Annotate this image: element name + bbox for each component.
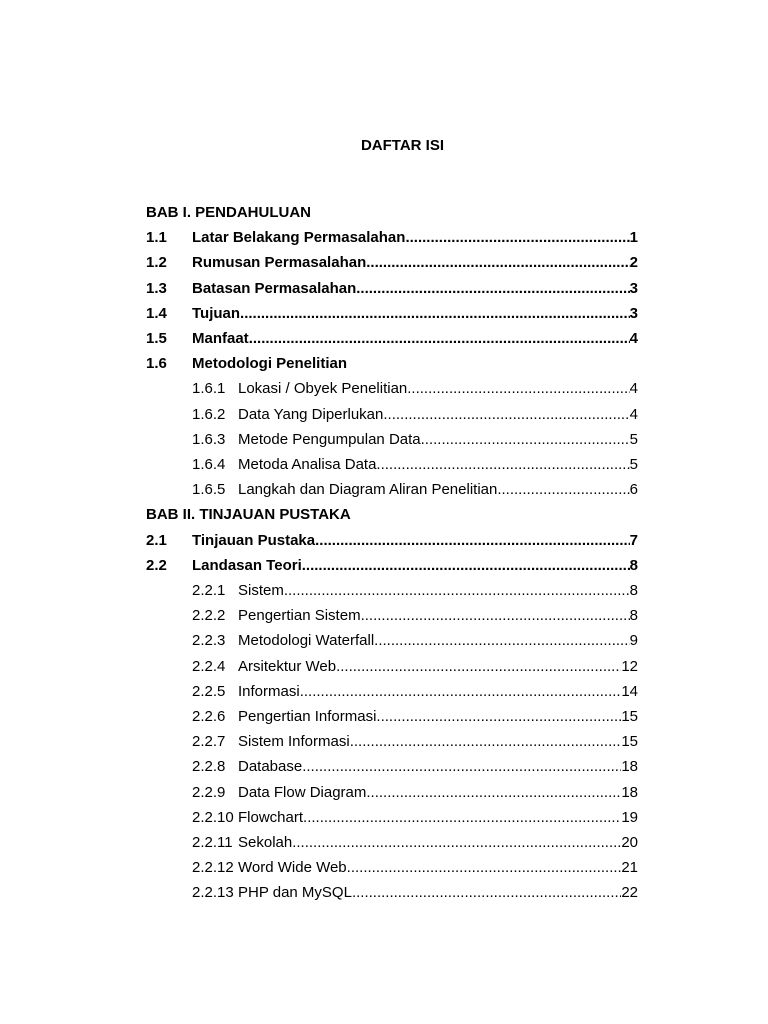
dot-leader xyxy=(284,581,630,601)
entry-number: 1.6.5 xyxy=(192,481,226,498)
dot-leader xyxy=(347,858,622,878)
dot-leader xyxy=(421,430,630,450)
dot-leader xyxy=(302,757,621,777)
entry-label xyxy=(238,783,638,803)
entry-number: 1.2 xyxy=(146,254,167,271)
entry-number: 1.6.2 xyxy=(192,406,226,423)
entry-label xyxy=(238,883,638,903)
dot-leader xyxy=(315,531,630,551)
dot-leader xyxy=(350,732,622,752)
entry-label xyxy=(192,279,638,299)
dot-leader xyxy=(374,631,629,651)
entry-title: Lokasi / Obyek Penelitian xyxy=(238,380,408,397)
page-number: 3 xyxy=(629,280,638,297)
dot-leader xyxy=(497,480,629,500)
toc-subsection xyxy=(146,833,638,853)
page-number: 18 xyxy=(621,784,638,801)
toc-subsection xyxy=(146,405,638,425)
toc-subsection xyxy=(146,480,638,500)
entry-title: Latar Belakang Permasalahan xyxy=(192,229,406,246)
page-number: 20 xyxy=(621,834,638,851)
entry-title: Sistem xyxy=(238,582,284,599)
entry-title: Batasan Permasalahan xyxy=(192,280,357,297)
entry-title: Metodologi Waterfall xyxy=(238,632,375,649)
entry-title: Metodologi Penelitian xyxy=(192,355,348,372)
entry-number: 2.2.11 xyxy=(192,834,233,851)
entry-title: Pengertian Informasi xyxy=(238,708,377,725)
page-number: 3 xyxy=(629,305,638,322)
entry-label xyxy=(238,682,638,702)
entry-title: Informasi xyxy=(238,683,300,700)
dot-leader xyxy=(366,253,629,273)
entry-title: Data Yang Diperlukan xyxy=(238,406,384,423)
entry-title: Word Wide Web xyxy=(238,859,347,876)
dot-leader xyxy=(376,455,629,475)
dot-leader xyxy=(361,606,630,626)
entry-title: Arsitektur Web xyxy=(238,658,337,675)
entry-number: 2.1 xyxy=(146,532,167,549)
dot-leader xyxy=(336,657,621,677)
page-number: 18 xyxy=(621,758,638,775)
entry-number: 2.2.7 xyxy=(192,733,226,750)
toc-section xyxy=(146,531,638,551)
entry-number: 2.2 xyxy=(146,557,167,574)
entry-title: Flowchart xyxy=(238,809,304,826)
toc-subsection xyxy=(146,858,638,878)
page-number: 12 xyxy=(621,658,638,675)
entry-title: Pengertian Sistem xyxy=(238,607,361,624)
entry-label xyxy=(192,531,638,551)
toc-subsection xyxy=(146,883,638,903)
page-number: 19 xyxy=(621,809,638,826)
entry-title: PHP dan MySQL xyxy=(238,884,352,901)
entry-number: 2.2.13 xyxy=(192,884,234,901)
page-number: 15 xyxy=(621,708,638,725)
dot-leader xyxy=(292,833,621,853)
entry-title: Manfaat xyxy=(192,330,249,347)
entry-label xyxy=(192,304,638,324)
toc-subsection xyxy=(146,455,638,475)
page-number: 2 xyxy=(629,254,638,271)
entry-title: Tinjauan Pustaka xyxy=(192,532,316,549)
toc-chapter xyxy=(146,505,638,525)
entry-title: Sekolah xyxy=(238,834,293,851)
page-number: 1 xyxy=(629,229,638,246)
toc-section xyxy=(146,304,638,324)
dot-leader xyxy=(383,405,629,425)
entry-label xyxy=(238,480,638,500)
entry-number: 2.2.1 xyxy=(192,582,226,599)
entry-label xyxy=(238,606,638,626)
entry-label xyxy=(238,430,638,450)
page-number: 6 xyxy=(629,481,638,498)
entry-number: 1.6.1 xyxy=(192,380,226,397)
entry-number: 2.2.10 xyxy=(192,809,234,826)
entry-number: 2.2.6 xyxy=(192,708,226,725)
entry-label xyxy=(238,631,638,651)
page-number: 4 xyxy=(629,330,638,347)
entry-number: 1.4 xyxy=(146,305,167,322)
page-number: 8 xyxy=(629,607,638,624)
dot-leader xyxy=(405,228,629,248)
toc-subsection xyxy=(146,606,638,626)
toc-subsection xyxy=(146,657,638,677)
entry-label xyxy=(192,556,638,576)
page-number: 21 xyxy=(621,859,638,876)
toc-subsection xyxy=(146,379,638,399)
dot-leader xyxy=(352,883,621,903)
entry-title: Metoda Analisa Data xyxy=(238,456,377,473)
dot-leader xyxy=(240,304,630,324)
entry-label xyxy=(238,405,638,425)
dot-leader xyxy=(303,808,621,828)
page-number: 5 xyxy=(629,431,638,448)
toc-subsection xyxy=(146,707,638,727)
toc-subsection xyxy=(146,783,638,803)
page-number: 22 xyxy=(621,884,638,901)
page-number: 8 xyxy=(629,557,638,574)
entry-number: 1.6.3 xyxy=(192,431,226,448)
page-number: 14 xyxy=(621,683,638,700)
dot-leader xyxy=(376,707,621,727)
dot-leader xyxy=(366,783,621,803)
toc-section xyxy=(146,279,638,299)
chapter-title: BAB I. PENDAHULUAN xyxy=(146,204,311,221)
entry-number: 1.3 xyxy=(146,280,167,297)
entry-label xyxy=(192,253,638,273)
entry-title: Landasan Teori xyxy=(192,557,302,574)
chapter-title: BAB II. TINJAUAN PUSTAKA xyxy=(146,506,351,523)
entry-number: 2.2.9 xyxy=(192,784,226,801)
toc-subsection xyxy=(146,682,638,702)
toc-subsection xyxy=(146,732,638,752)
entry-number: 1.6.4 xyxy=(192,456,226,473)
entry-label xyxy=(192,228,638,248)
dot-leader xyxy=(249,329,630,349)
entry-number: 1.5 xyxy=(146,330,167,347)
dot-leader xyxy=(356,279,629,299)
entry-title: Rumusan Permasalahan xyxy=(192,254,367,271)
toc-section xyxy=(146,228,638,248)
entry-label xyxy=(238,858,638,878)
entry-number: 2.2.2 xyxy=(192,607,226,624)
entry-title: Database xyxy=(238,758,303,775)
page-number: 4 xyxy=(629,406,638,423)
toc-section xyxy=(146,556,638,576)
entry-label xyxy=(238,732,638,752)
dot-leader xyxy=(302,556,630,576)
entry-number: 2.2.8 xyxy=(192,758,226,775)
toc-chapter xyxy=(146,203,638,223)
entry-label xyxy=(238,757,638,777)
page-number: 8 xyxy=(629,582,638,599)
toc-subsection xyxy=(146,581,638,601)
entry-title: Data Flow Diagram xyxy=(238,784,367,801)
toc-subsection xyxy=(146,631,638,651)
entry-number: 2.2.3 xyxy=(192,632,226,649)
dot-leader xyxy=(300,682,622,702)
entry-title: Langkah dan Diagram Aliran Penelitian xyxy=(238,481,498,498)
entry-label xyxy=(192,354,638,374)
toc-section xyxy=(146,253,638,273)
entry-label xyxy=(238,833,638,853)
entry-number: 1.1 xyxy=(146,229,167,246)
entry-label xyxy=(238,657,638,677)
page-number: 4 xyxy=(629,380,638,397)
entry-title: Metode Pengumpulan Data xyxy=(238,431,421,448)
toc-section xyxy=(146,354,638,374)
toc-title: DAFTAR ISI xyxy=(360,137,445,154)
toc-section xyxy=(146,329,638,349)
toc-subsection xyxy=(146,430,638,450)
entry-label xyxy=(238,455,638,475)
page-number: 9 xyxy=(629,632,638,649)
entry-number: 2.2.12 xyxy=(192,859,234,876)
entry-label xyxy=(238,707,638,727)
toc-subsection xyxy=(146,757,638,777)
toc-subsection xyxy=(146,808,638,828)
entry-number: 2.2.4 xyxy=(192,658,226,675)
dot-leader xyxy=(407,379,629,399)
entry-label xyxy=(238,808,638,828)
entry-number: 1.6 xyxy=(146,355,167,372)
entry-label xyxy=(238,581,638,601)
entry-label xyxy=(192,329,638,349)
page-number: 5 xyxy=(629,456,638,473)
entry-label xyxy=(238,379,638,399)
entry-title: Tujuan xyxy=(192,305,241,322)
entry-title: Sistem Informasi xyxy=(238,733,350,750)
page-number: 15 xyxy=(621,733,638,750)
entry-number: 2.2.5 xyxy=(192,683,226,700)
page-number: 7 xyxy=(629,532,638,549)
